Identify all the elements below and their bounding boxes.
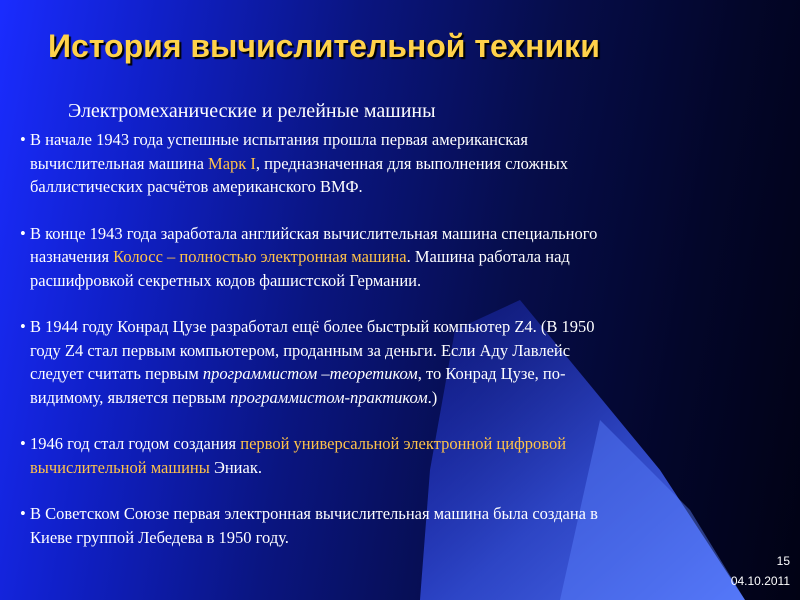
item-text-line xyxy=(30,456,760,480)
bullet-marker: • xyxy=(20,223,26,243)
page-number: 15 xyxy=(776,554,790,568)
item-text-line: В начале 1943 года успешные испытания прошла первая американская xyxy=(30,130,528,149)
text-run: следует считать первым xyxy=(30,364,203,383)
italic-programmer-practitioner: программистом-практиком xyxy=(230,387,428,407)
text-run: .) xyxy=(427,387,438,407)
text-run: , то Конрад Цузе, по- xyxy=(417,364,566,383)
bullet-item-soviet xyxy=(20,502,760,549)
bullet-marker: • xyxy=(20,130,26,149)
slide-title: История вычислительной техники xyxy=(48,28,600,64)
item-text-line xyxy=(30,152,760,176)
bullet-marker: • xyxy=(20,317,26,336)
item-text-line: В Советском Союзе первая электронная вычислительная машина была создана в xyxy=(30,504,598,523)
highlight-colossus: Колосс – полностью электронная машина xyxy=(113,247,407,266)
highlight-computing-machine: вычислительной машины xyxy=(30,457,210,477)
text-run: вычислительная машина xyxy=(30,153,209,173)
item-text-line: году Z4 стал первым компьютером, проданным за деньги. Если Аду Лавлейс xyxy=(30,340,571,360)
text-run: назначения xyxy=(30,247,114,266)
item-text-line xyxy=(30,432,760,456)
item-text-line: расшифровкой секретных кодов фашистской Германии. xyxy=(30,270,422,290)
item-text-line: В 1944 году Конрад Цузе разработал ещё более быстрый компьютер Z4. (В 1950 xyxy=(30,317,595,336)
bullet-item-eniac xyxy=(20,432,760,479)
bullet-list xyxy=(20,128,760,572)
italic-programmer-theorist: программистом –теоретиком xyxy=(202,364,418,383)
text-run: . Машина работала над xyxy=(406,247,570,266)
bullet-item-zuse xyxy=(20,315,760,409)
item-text-line: баллистических расчётов американского ВМФ. xyxy=(30,177,363,196)
text-run: Эниак. xyxy=(209,457,262,477)
slide-date: 04.10.2011 xyxy=(730,574,790,588)
item-text-line xyxy=(30,362,760,386)
bullet-item-mark-1 xyxy=(20,128,760,199)
highlight-first-universal: первой универсальной электронной цифровой xyxy=(240,434,567,453)
bullet-item-colossus xyxy=(20,222,760,293)
item-text-line xyxy=(30,386,760,410)
slide-subtitle: Электромеханические и релейные машины xyxy=(68,100,436,122)
item-text-line: Киеве группой Лебедева в 1950 году. xyxy=(30,527,289,547)
highlight-mark-1: Марк I xyxy=(208,153,256,173)
bullet-marker: • xyxy=(20,504,26,523)
text-run: , предназначенная для выполнения сложных xyxy=(255,153,569,173)
item-text-line xyxy=(30,245,760,269)
item-text-line: В конце 1943 года заработала английская вычислительная машина специального xyxy=(30,223,598,243)
text-run: 1946 год стал годом создания xyxy=(30,434,241,453)
bullet-marker: • xyxy=(20,434,26,453)
text-run: видимому, является первым xyxy=(30,387,231,407)
